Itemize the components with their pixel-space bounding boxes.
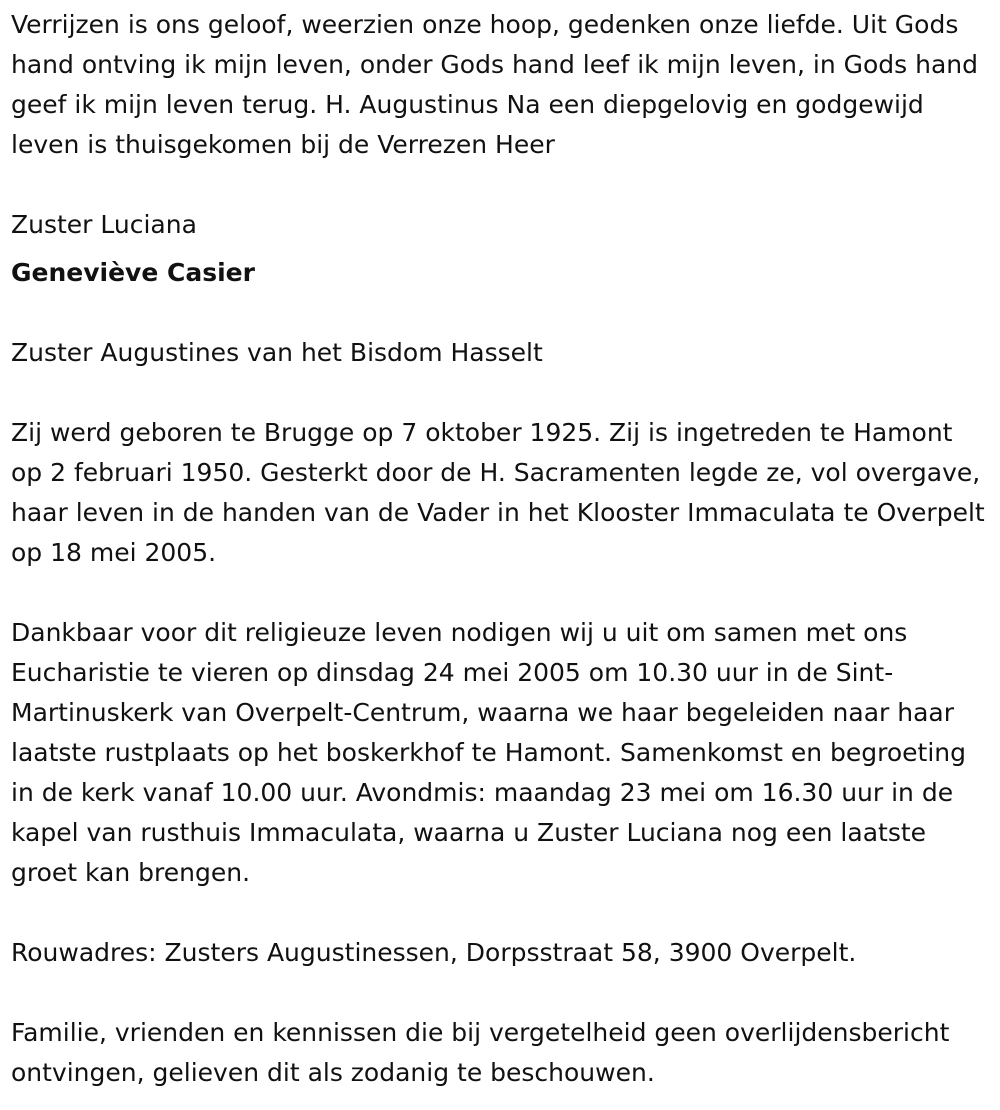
obituary-notice [11,0,991,1093]
religious-order: Zuster Augustines van het Bisdom Hasselt [11,338,543,367]
mourning-address: Rouwadres: Zusters Augustinessen, Dorpsstraat 58, 3900 Overpelt. [11,938,857,967]
biography-text: Zij werd geboren te Brugge op 7 oktober 1925. Zij is ingetreden te Hamont op 2 februari 1950. Gesterkt door de H. Sacramenten legde ze, vol overgave, haar leven in de handen van de Vader in het Klooster Immaculata te Overpelt op 18 mei 2005. [11,418,985,567]
civil-name: Geneviève Casier [11,258,255,287]
invitation-text: Dankbaar voor dit religieuze leven nodigen wij u uit om samen met ons Eucharistie te vieren op dinsdag 24 mei 2005 om 10.30 uur in de Sint-Martinuskerk van Overpelt-Centrum, waarna we haar begeleiden naar haar laatste rustplaats op het boskerkhof te Hamont. Samenkomst en begroeting in de kerk vanaf 10.00 uur. Avondmis: maandag 23 mei om 16.30 uur in de kapel van rusthuis Immaculata, waarna u Zuster Luciana nog een laatste groet kan brengen. [11,618,966,887]
closing-note: Familie, vrienden en kennissen die bij vergetelheid geen overlijdensbericht ontvingen, gelieven dit als zodanig te beschouwen. [11,1018,950,1087]
religious-name: Zuster Luciana [11,210,197,239]
intro-text: Verrijzen is ons geloof, weerzien onze hoop, gedenken onze liefde. Uit Gods hand ontving ik mijn leven, onder Gods hand leef ik mijn leven, in Gods hand geef ik mijn leven terug. H. Augustinus Na een diepgelovig en godgewijd leven is thuisgekomen bij de Verrezen Heer [11,10,978,159]
